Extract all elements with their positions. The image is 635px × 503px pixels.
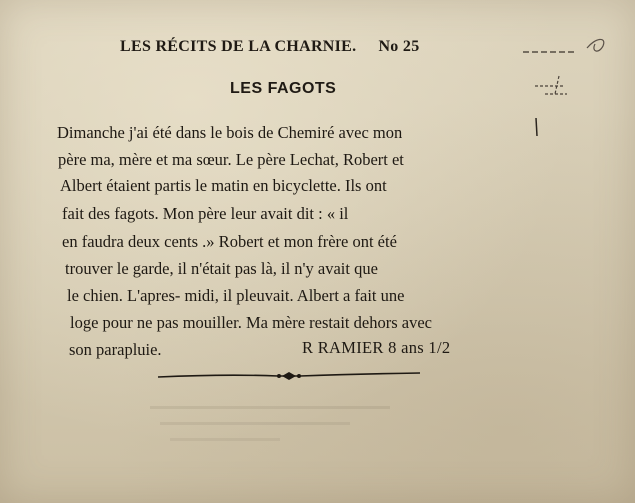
story-line: Albert étaient partis le matin en bicyclette. Ils ont <box>60 176 387 195</box>
bleed-through-text <box>150 400 450 450</box>
bleed-through-marks <box>150 400 450 450</box>
story-title: LES FAGOTS <box>230 80 337 97</box>
story-line: loge pour ne pas mouiller. Ma mère restait dehors avec <box>70 313 432 332</box>
story-line: son parapluie. <box>69 340 162 359</box>
author-signature: R RAMIER 8 ans 1/2 <box>302 338 451 357</box>
series-title: LES RÉCITS DE LA CHARNIE. <box>120 38 357 55</box>
ornamental-divider <box>156 368 422 384</box>
story-line: père ma, mère et ma sœur. Le père Lechat, Robert et <box>58 150 404 169</box>
stray-mark <box>532 116 542 140</box>
pencil-marks <box>515 28 615 108</box>
story-line: trouver le garde, il n'était pas là, il n'y avait que <box>65 259 378 278</box>
story-line: Dimanche j'ai été dans le bois de Chemiré avec mon <box>57 123 403 142</box>
issue-number: No 25 <box>378 38 420 55</box>
story-line: en faudra deux cents .» Robert et mon frère ont été <box>62 232 397 251</box>
story-line: fait des fagots. Mon père leur avait dit : « il <box>62 204 349 223</box>
series-header <box>120 38 520 56</box>
story-line: le chien. L'apres- midi, il pleuvait. Albert a fait une <box>67 286 405 305</box>
